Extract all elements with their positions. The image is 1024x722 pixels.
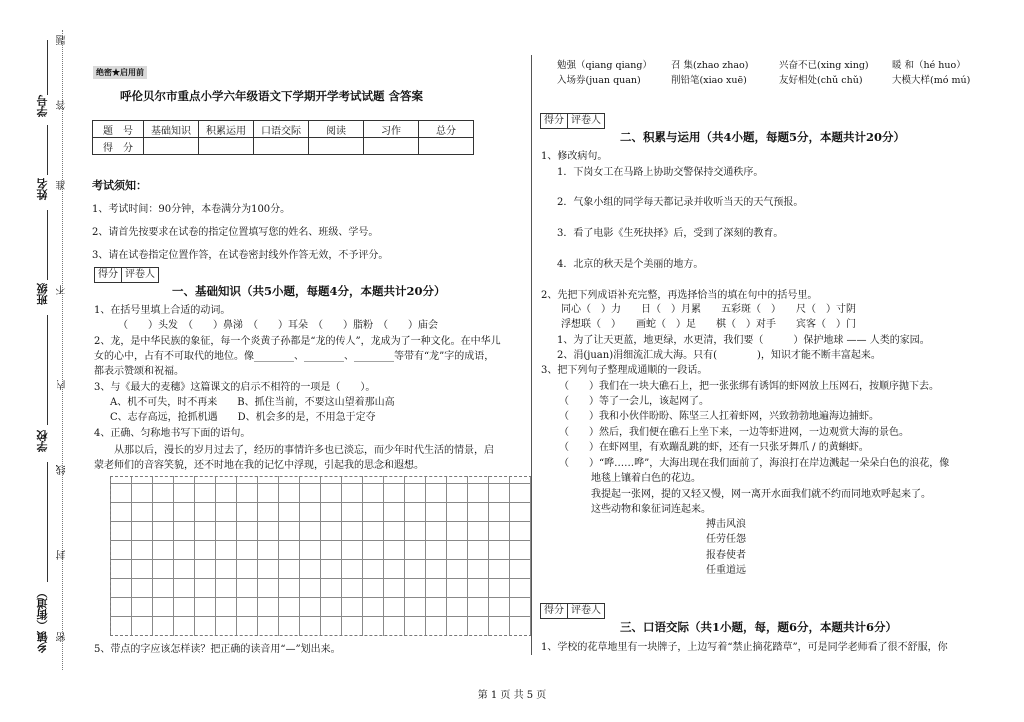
match-item: 报春使者 [706, 550, 746, 561]
fill-sentence: 1、为了让天更蓝，地更绿，水更清，我们要（ ）保护地球 —— 人类的家园。 [557, 335, 930, 346]
idiom-row: 同心（ ）力 日（ ）月累 五彩斑（ ） 尺（ ）寸阴 [561, 304, 856, 315]
binding-line [47, 462, 48, 582]
passage-line: 从那以后，漫长的岁月过去了，经历的事情许多也已淡忘，而少年时代生活的情景，启 [114, 445, 494, 456]
exam-title: 呼伦贝尔市重点小学六年级语文下学期开学考试试题 含答案 [120, 89, 424, 103]
pinyin-item: 勉强（qiang qiang） [557, 60, 652, 71]
question-line: 女的心中，占有不可取代的地位。像________、________、________等带有“龙”字的成语， [94, 351, 495, 362]
sentence-item: 2．气象小组的同学每天都记录并收听当天的天气预报。 [557, 197, 804, 208]
score-table-header: 总分 [419, 121, 474, 138]
pinyin-item: 大模大样(mó mú) [892, 75, 971, 86]
notice-title: 考试须知： [92, 179, 147, 192]
score-table [92, 120, 474, 155]
order-sentence: 地毯上镶着白色的花边。 [591, 473, 701, 484]
seal-tag: 答 [57, 100, 68, 110]
score-table-header: 基础知识 [144, 121, 199, 138]
match-item: 任重道远 [706, 565, 746, 576]
section-accumulation-title: 二、积累与运用（共4小题，每题5分，本题共计20分） [620, 130, 906, 144]
question-line: 5、带点的字应该怎样读？把正确的读音用“—”划出来。 [94, 644, 341, 655]
page-number: 第 1 页 共 5 页 [477, 690, 547, 701]
seal-line [62, 30, 63, 670]
sentence-item: 1．下岗女工在马路上协助交警保持交通秩序。 [557, 167, 764, 178]
pinyin-item: 兴奋不已(xing xing) [779, 60, 869, 71]
score-table-header: 题 号 [93, 121, 144, 138]
school-label: 学校 [36, 430, 49, 452]
seal-tag: 内 [57, 380, 68, 390]
grader-box [94, 267, 159, 283]
binding-line [47, 210, 48, 280]
sentence-item: 3．看了电影《生死抉择》后，受到了深刻的教育。 [557, 228, 784, 239]
pinyin-item: 召 集(zhao zhao) [671, 60, 749, 71]
passage-line: 蒙老师们的音容笑貌，还不时地在我的记忆中浮现，引起我的思念和遐想。 [94, 460, 424, 471]
order-sentence: （ ）我和小伙伴盼盼、陈坚三人扛着虾网，兴致勃勃地遍海边捕虾。 [559, 411, 879, 422]
score-table-header: 阅读 [309, 121, 364, 138]
section-basic-knowledge-title: 一、基础知识（共5小题，每题4分，本题共计20分） [172, 284, 446, 298]
notice-item: 1、考试时间：90分钟，本卷满分为100分。 [92, 204, 291, 215]
binding-line [47, 315, 48, 425]
score-row-label: 得 分 [93, 138, 144, 155]
confidential-badge: 绝密★启用前 [93, 66, 147, 79]
grader-reviewer-label: 评卷人 [567, 114, 604, 128]
notice-item: 2、请首先按要求在试卷的指定位置填写您的姓名、班级、学号。 [92, 227, 379, 238]
score-table-header: 口语交际 [254, 121, 309, 138]
order-sentence: （ ）在虾网里，有欢蹦乱跳的虾，还有一只张牙舞爪 / 的黄蝌虾。 [559, 442, 869, 453]
order-sentence: 我提起一张网，提的又轻又慢，网一离开水面我们就不约而同地欢呼起来了。 [591, 489, 931, 500]
grader-score-label: 得分 [98, 269, 118, 280]
question-line: 2、龙，是中华民族的象征，每一个炎黄子孙都是“龙的传人”，龙成为了一种文化。在中华儿 [94, 336, 501, 347]
order-sentence: （ ）等了一会儿，该起网了。 [559, 396, 709, 407]
score-cell[interactable] [199, 138, 254, 155]
match-item: 搏击风浪 [706, 519, 746, 530]
score-table-header: 积累运用 [199, 121, 254, 138]
order-sentence: （ ）我们在一块大礁石上，把一张张绑有诱饵的虾网放上压网石，按顺序抛下去。 [559, 381, 939, 392]
question-line: 1、学校的花草地里有一块牌子，上边写着“禁止摘花踏草”，可是同学老师看了很不舒服，你 [541, 642, 948, 653]
idiom-row: 浮想联（ ） 画蛇（ ）足 棋（ ）对手 宾客（ ）门 [561, 319, 856, 330]
seal-tag: 线 [57, 465, 68, 475]
pinyin-item: 削铅笔(xiao xuē) [671, 75, 747, 86]
question-line: 这些动物和象征词连起来。 [591, 504, 711, 515]
question-line: 1、修改病句。 [541, 151, 608, 162]
seal-tag: 密 [57, 632, 68, 642]
option-line: A、机不可失，时不再来 B、抓住当前，不要这山望着那山高 [110, 397, 395, 408]
question-line: 都表示赞颂和祝福。 [94, 366, 184, 377]
pinyin-item: 友好相处(chǔ chǔ) [779, 75, 863, 86]
binding-line [47, 125, 48, 175]
seal-tag: 题 [57, 35, 68, 45]
grader-score-label: 得分 [544, 605, 564, 616]
question-line: 4、正确、匀称地书写下面的语句。 [94, 428, 251, 439]
score-cell[interactable] [254, 138, 309, 155]
grader-box [540, 113, 605, 129]
grader-reviewer-label: 评卷人 [567, 604, 604, 618]
grader-reviewer-label: 评卷人 [121, 268, 158, 282]
option-line: C、志存高远，抢抓机遇 D、机会多的是，不用急于定夺 [110, 412, 376, 423]
seal-tag: 准 [57, 180, 68, 190]
seal-tag: 封 [57, 550, 68, 560]
class-label: 班级 [36, 283, 49, 305]
section-oral-title: 三、口语交际（共1小题，每，题6分，本题共计6分） [620, 620, 898, 634]
pinyin-item: 入场券(juan quan) [557, 75, 641, 86]
grader-box [540, 603, 605, 619]
column-divider [531, 55, 532, 655]
binding-line [47, 40, 48, 95]
question-line: 2、先把下列成语补充完整，再选择恰当的填在句中的括号里。 [541, 290, 818, 301]
question-line: 1、在括号里填上合适的动词。 [94, 305, 231, 316]
score-cell[interactable] [144, 138, 199, 155]
student-id-label: 学号 [36, 95, 49, 117]
question-line: （ ）头发 （ ）鼻涕 （ ）耳朵 （ ）脂粉 （ ）庙会 [118, 320, 438, 331]
fill-sentence: 2、涓(juan)涓细流汇成大海。只有( )，知识才能不断丰富起来。 [557, 350, 881, 361]
grader-score-label: 得分 [544, 115, 564, 126]
name-label: 姓名 [36, 178, 49, 200]
township-label: 乡镇（街道） [36, 587, 49, 653]
order-sentence: （ ）“哗……哗”，大海出现在我们面前了，海浪打在岸边溅起一朵朵白色的浪花，像 [559, 458, 950, 469]
match-item: 任劳任怨 [706, 534, 746, 545]
score-cell[interactable] [309, 138, 364, 155]
question-line: 3、把下列句子整理成通顺的一段话。 [541, 365, 708, 376]
handwriting-grid[interactable] [110, 476, 532, 636]
pinyin-item: 暖 和（hé huo） [892, 60, 966, 71]
score-table-header: 习作 [364, 121, 419, 138]
score-cell[interactable] [364, 138, 419, 155]
seal-tag: 不 [57, 285, 68, 295]
order-sentence: （ ）然后，我们便在礁石上坐下来，一边等虾进网，一边观赏大海的景色。 [559, 427, 909, 438]
notice-item: 3、请在试卷指定位置作答，在试卷密封线外作答无效，不予评分。 [92, 250, 389, 261]
sentence-item: 4．北京的秋天是个美丽的地方。 [557, 259, 704, 270]
score-cell[interactable] [419, 138, 474, 155]
question-line: 3、与《最大的麦穗》这篇课文的启示不相符的一项是（ ）。 [94, 382, 376, 393]
